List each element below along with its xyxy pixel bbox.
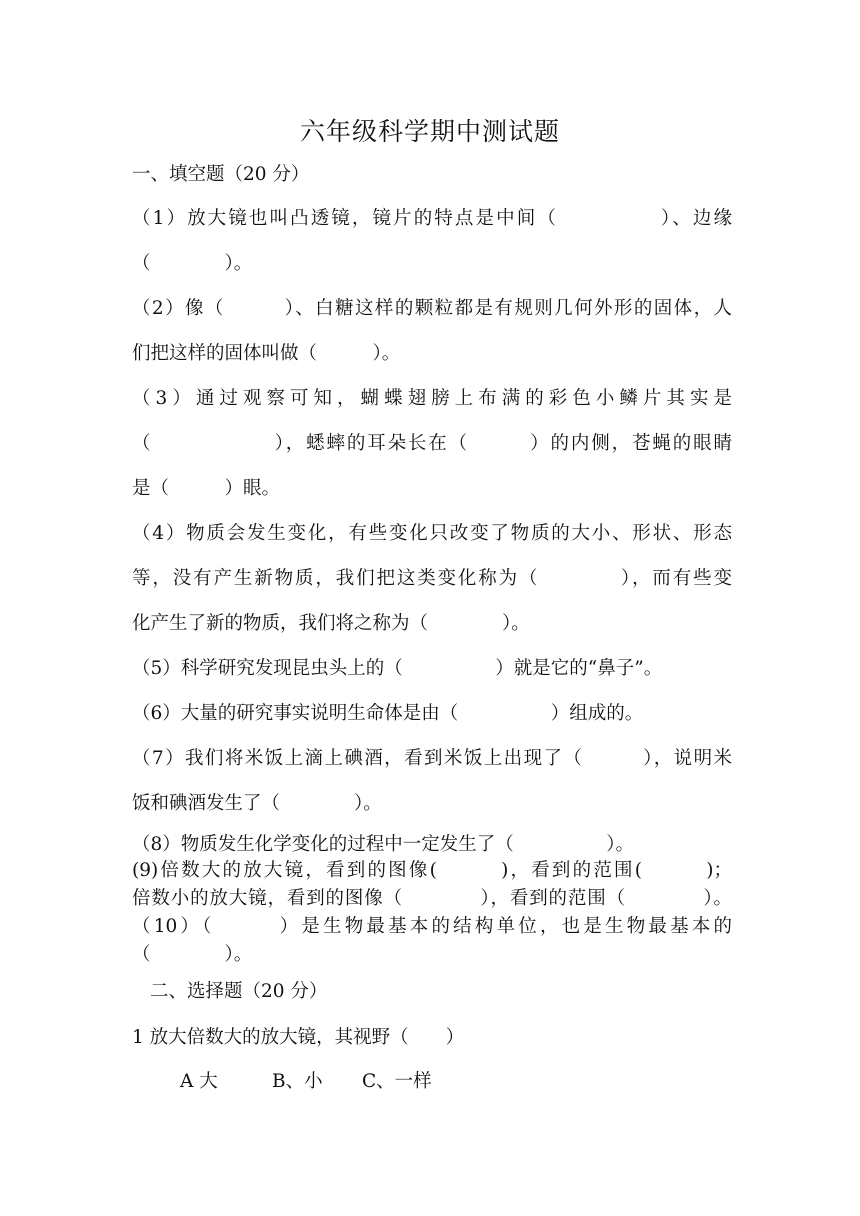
question-6: （6）大量的研究事实说明生命体是由（ ）组成的。	[132, 703, 644, 724]
option-c: C、一样	[362, 1071, 432, 1092]
choice-question-1: 1 放大倍数大的放大镜，其视野（ ）	[132, 1027, 465, 1048]
question-4-line-2: 等，没有产生新物质，我们把这类变化称为（ ），而有些变	[132, 568, 732, 589]
page-title: 六年级科学期中测试题	[299, 117, 560, 146]
question-10-line-1: （10）（ ）是生物最基本的结构单位，也是生物最基本的	[132, 916, 732, 937]
question-9-line-2: 倍数小的放大镜，看到的图像（ ），看到的范围（ ）。	[132, 888, 732, 909]
question-3-line-2: （ ），蟋蟀的耳朵长在（ ）的内侧，苍蝇的眼睛	[132, 433, 732, 454]
question-4-line-3: 化产生了新的物质，我们将之称为（ ）。	[132, 613, 530, 634]
question-5: （5）科学研究发现昆虫头上的（ ）就是它的“鼻子”。	[132, 658, 663, 679]
question-7-line-2: 饭和碘酒发生了（ ）。	[132, 793, 382, 814]
question-2-line-1: （2）像（ ）、白糖这样的颗粒都是有规则几何外形的固体，人	[132, 298, 732, 319]
question-8: （8）物质发生化学变化的过程中一定发生了（ ）。	[132, 834, 635, 855]
option-a: A 大	[180, 1071, 218, 1092]
question-4-line-1: （4）物质会发生变化，有些变化只改变了物质的大小、形状、形态	[132, 523, 732, 544]
option-b: B、小	[272, 1071, 323, 1092]
choice-question-1-options	[180, 1069, 780, 1095]
section-heading-multiple-choice: 二、选择题（20 分）	[150, 981, 328, 1002]
question-1-line-1: （1）放大镜也叫凸透镜，镜片的特点是中间（ ）、边缘	[132, 208, 732, 229]
question-1-line-2: （ ）。	[132, 253, 253, 274]
question-2-line-2: 们把这样的固体叫做（ ）。	[132, 343, 401, 364]
question-3-line-1: （3）通过观察可知，蝴蝶翅膀上布满的彩色小鳞片其实是	[132, 388, 732, 409]
question-7-line-1: （7）我们将米饭上滴上碘酒，看到米饭上出现了（ ），说明米	[132, 748, 732, 769]
question-9-line-1: (9)倍数大的放大镜，看到的图像( )，看到的范围( )；	[132, 860, 732, 881]
question-10-line-2: （ ）。	[132, 944, 253, 965]
section-heading-fill-blank: 一、填空题（20 分）	[132, 164, 310, 185]
question-3-line-3: 是（ ）眼。	[132, 478, 281, 499]
